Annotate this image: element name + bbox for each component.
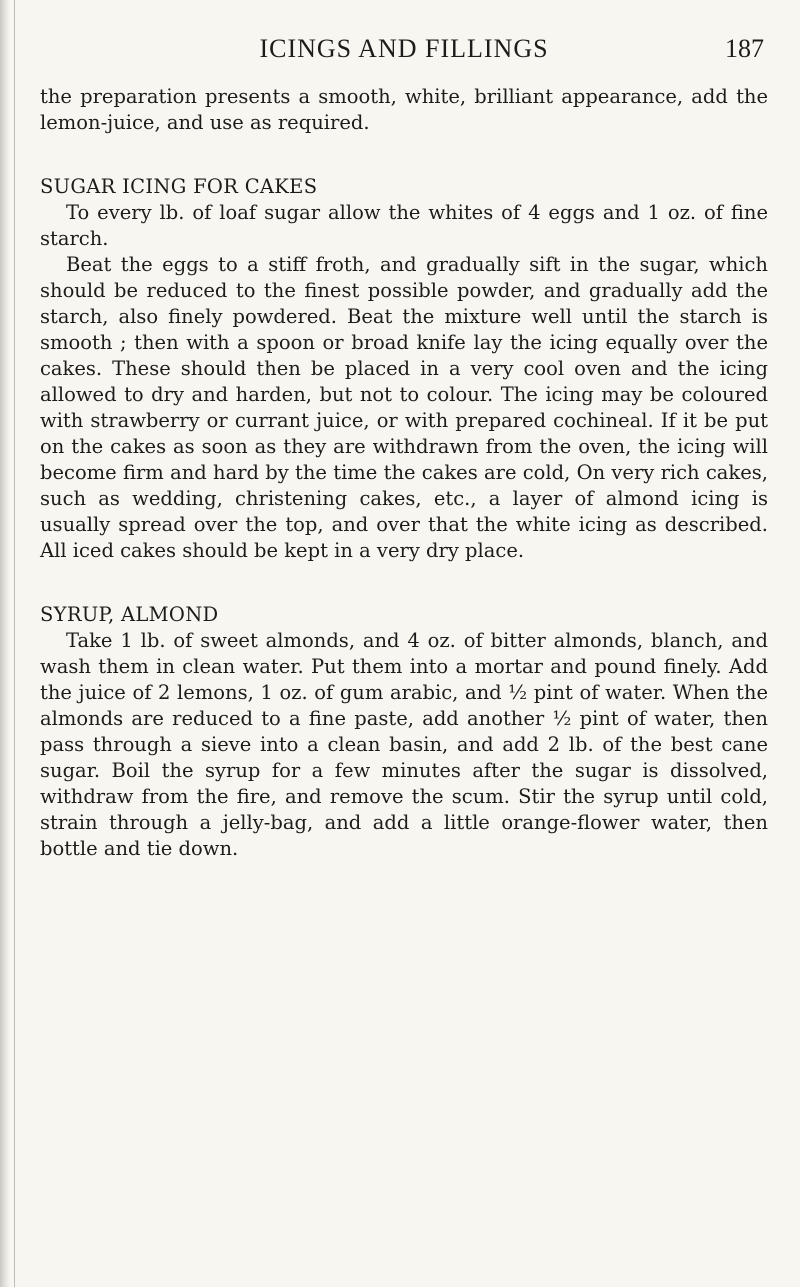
recipe-paragraph: To every lb. of loaf sugar allow the whites of 4 eggs and 1 oz. of fine starch. [40,201,768,250]
running-head-title: ICINGS AND FILLINGS [259,34,549,63]
book-page [40,26,768,862]
recipe-sugar-icing [40,174,768,564]
running-head [40,26,768,74]
recipe-heading: SYRUP, ALMOND [40,603,219,626]
recipe-paragraph: Take 1 lb. of sweet almonds, and 4 oz. of bitter almonds, blanch, and wash them in clean water. Put them into a mortar and pound finely. Add the juice of 2 lemons, 1 oz. of gum arabic, and ½ pint of water. When the almonds are reduced to a fine paste, add another ½ pint of water, then pass through a sieve into a clean basin, and add 2 lb. of the best cane sugar. Boil the syrup for a few minutes after the sugar is dissolved, withdraw from the fire, and remove the scum. Stir the syrup until cold, strain through a jelly-bag, and add a little orange-flower water, then bottle and tie down. [40,629,768,860]
continuation-paragraph: the preparation presents a smooth, white, brilliant appearance, add the lemon-juice, and use as required. [40,85,768,134]
binding-gutter-line [14,0,15,1287]
page-number: 187 [725,34,764,63]
recipe-paragraph: Beat the eggs to a stiff froth, and gradually sift in the sugar, which should be reduced to the finest possible powder, and gradually add the starch, also finely powdered. Beat the mixture well until the starch is smooth ; then with a spoon or broad knife lay the icing equally over the cakes. These should then be placed in a very cool oven and the icing allowed to dry and harden, but not to colour. The icing may be coloured with strawberry or currant juice, or with prepared cochineal. If it be put on the cakes as soon as they are withdrawn from the oven, the icing will become firm and hard by the time the cakes are cold, On very rich cakes, such as wedding, christening cakes, etc., a layer of almond icing is usually spread over the top, and over that the white icing as described. All iced cakes should be kept in a very dry place. [40,253,768,562]
recipe-heading: SUGAR ICING FOR CAKES [40,175,318,198]
binding-gutter-shadow [0,0,10,1287]
recipe-almond-syrup [40,602,768,862]
